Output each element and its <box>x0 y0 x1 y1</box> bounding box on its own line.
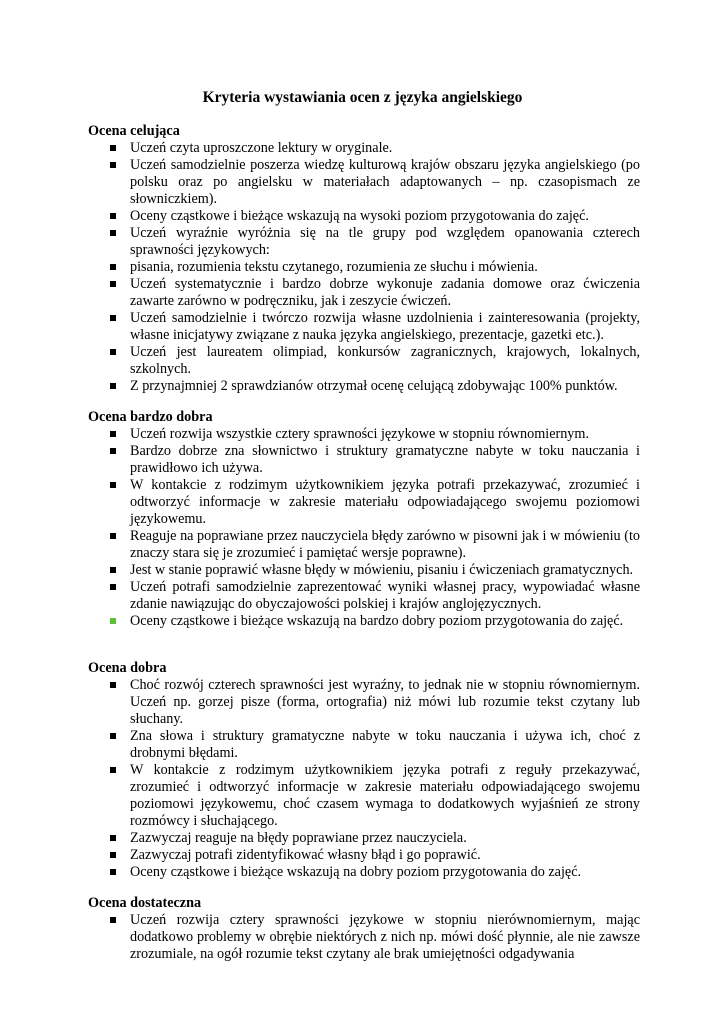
section-ocena-celujaca <box>88 123 640 395</box>
list-item <box>88 208 640 225</box>
list-item-text: Uczeń wyraźnie wyróżnia się na tle grupy pod względem opanowania czterech sprawności językowych: <box>130 225 640 258</box>
square-bullet-icon <box>110 533 116 539</box>
list-item-text: Uczeń potrafi samodzielnie zaprezentować wyniki własnej pracy, wypowiadać własne zdanie nawiązując do obyczajowości polskiej i krajów anglojęzycznych. <box>130 579 640 612</box>
list-item-text: Zna słowa i struktury gramatyczne nabyte w toku nauczania i używa ich, choć z drobnymi błędami. <box>130 728 640 761</box>
section-heading: Ocena dostateczna <box>88 895 202 911</box>
square-bullet-icon <box>110 835 116 841</box>
square-bullet-icon <box>110 162 116 168</box>
list-item <box>88 912 640 963</box>
list-item-text: Uczeń rozwija wszystkie cztery sprawności językowe w stopniu równomiernym. <box>130 426 589 442</box>
list-item <box>88 528 640 562</box>
section-ocena-dostateczna <box>88 895 640 963</box>
square-bullet-icon <box>110 482 116 488</box>
square-bullet-icon <box>110 567 116 573</box>
list-item <box>88 276 640 310</box>
square-bullet-icon <box>110 383 116 389</box>
list-item <box>88 762 640 830</box>
list-item-text: W kontakcie z rodzimym użytkownikiem języka potrafi przekazywać, zrozumieć i odtworzyć informacje w zakresie materiału odpowiadającego swojemu poziomowi językowemu. <box>130 477 640 527</box>
criteria-list <box>88 912 640 963</box>
list-item <box>88 378 640 395</box>
square-bullet-icon <box>110 917 116 923</box>
list-item-text: Uczeń systematycznie i bardzo dobrze wykonuje zadania domowe oraz ćwiczenia zawarte zarówno w podręczniku, jak i zeszycie ćwiczeń. <box>130 276 640 309</box>
section-heading: Ocena dobra <box>88 660 167 676</box>
square-bullet-icon <box>110 431 116 437</box>
square-bullet-icon <box>110 584 116 590</box>
section-heading: Ocena celująca <box>88 123 180 139</box>
list-item-text: W kontakcie z rodzimym użytkownikiem języka potrafi z reguły przekazywać, zrozumieć i odtworzyć informacje w zakresie materiału odpowiadającego swojemu poziomowi językowemu, choć czasem wymaga to dodatkowych wyjaśnień ze strony rozmówcy i słuchającego. <box>130 762 640 829</box>
criteria-list <box>88 426 640 630</box>
list-item <box>88 443 640 477</box>
list-item-text: Zazwyczaj reaguje na błędy poprawiane przez nauczyciela. <box>130 830 467 846</box>
list-item-text: Choć rozwój czterech sprawności jest wyraźny, to jednak nie w stopniu równomiernym. Uczeń np. gorzej pisze (forma, ortografia) niż mówi lub rozumie tekst czytany lub słuchany. <box>130 677 640 727</box>
square-bullet-icon <box>110 682 116 688</box>
list-item-text: Oceny cząstkowe i bieżące wskazują na wysoki poziom przygotowania do zajęć. <box>130 208 589 224</box>
criteria-list <box>88 677 640 881</box>
list-item <box>88 613 640 630</box>
square-bullet-icon <box>110 213 116 219</box>
square-bullet-icon <box>110 264 116 270</box>
list-item <box>88 259 640 276</box>
list-item <box>88 140 640 157</box>
section-heading: Ocena bardzo dobra <box>88 409 213 425</box>
list-item-text: Zazwyczaj potrafi zidentyfikować własny błąd i go poprawić. <box>130 847 481 863</box>
list-item-text: Uczeń samodzielnie i twórczo rozwija własne uzdolnienia i zainteresowania (projekty, własne inicjatywy związane z nauka języka angielskiego, prezentacje, gazetki etc.). <box>130 310 640 343</box>
list-item <box>88 562 640 579</box>
square-bullet-icon <box>110 767 116 773</box>
list-item <box>88 677 640 728</box>
square-bullet-icon <box>110 852 116 858</box>
list-item-text: Oceny cząstkowe i bieżące wskazują na bardzo dobry poziom przygotowania do zajęć. <box>130 613 624 629</box>
square-bullet-icon <box>110 733 116 739</box>
list-item <box>88 426 640 443</box>
square-bullet-icon <box>110 869 116 875</box>
green-square-bullet-icon <box>110 618 116 624</box>
list-item-text: Oceny cząstkowe i bieżące wskazują na dobry poziom przygotowania do zajęć. <box>130 864 582 880</box>
list-item <box>88 864 640 881</box>
list-item <box>88 344 640 378</box>
list-item-text: Z przynajmniej 2 sprawdzianów otrzymał ocenę celującą zdobywając 100% punktów. <box>130 378 618 394</box>
list-item <box>88 310 640 344</box>
list-item <box>88 579 640 613</box>
section-ocena-dobra <box>88 660 640 881</box>
document-title: Kryteria wystawiania ocen z języka angielskiego <box>202 89 523 106</box>
list-item <box>88 830 640 847</box>
list-item-text: pisania, rozumienia tekstu czytanego, rozumienia ze słuchu i mówienia. <box>130 259 538 275</box>
square-bullet-icon <box>110 448 116 454</box>
square-bullet-icon <box>110 145 116 151</box>
list-item <box>88 157 640 208</box>
list-item-text: Uczeń czyta uproszczone lektury w oryginale. <box>130 140 393 156</box>
list-item <box>88 728 640 762</box>
criteria-list <box>88 140 640 395</box>
list-item-text: Uczeń rozwija cztery sprawności językowe w stopniu nierównomiernym, mając dodatkowo problemy w obrębie niektórych z nich np. mówi dość płynnie, ale nie zawsze zrozumiale, na ogół rozumie tekst czytany ale brak umiejętności odgadywania <box>130 912 640 962</box>
list-item-text: Uczeń jest laureatem olimpiad, konkursów zagranicznych, krajowych, lokalnych, szkolnych. <box>130 344 640 377</box>
section-ocena-bardzo-dobra <box>88 409 640 630</box>
square-bullet-icon <box>110 281 116 287</box>
square-bullet-icon <box>110 230 116 236</box>
list-item <box>88 847 640 864</box>
list-item-text: Reaguje na poprawiane przez nauczyciela błędy zarówno w pisowni jak i w mówieniu (to znaczy stara się je zrozumieć i pamiętać wersje poprawne). <box>130 528 640 561</box>
list-item <box>88 477 640 528</box>
square-bullet-icon <box>110 315 116 321</box>
list-item-text: Bardzo dobrze zna słownictwo i struktury gramatyczne nabyte w toku nauczania i prawidłowo ich używa. <box>130 443 640 476</box>
list-item-text: Uczeń samodzielnie poszerza wiedzę kulturową krajów obszaru języka angielskiego (po polsku oraz po angielsku w materiałach adaptowanych – np. czasopismach ze słowniczkiem). <box>130 157 640 207</box>
list-item <box>88 225 640 259</box>
list-item-text: Jest w stanie poprawić własne błędy w mówieniu, pisaniu i ćwiczeniach gramatycznych. <box>130 562 634 578</box>
square-bullet-icon <box>110 349 116 355</box>
